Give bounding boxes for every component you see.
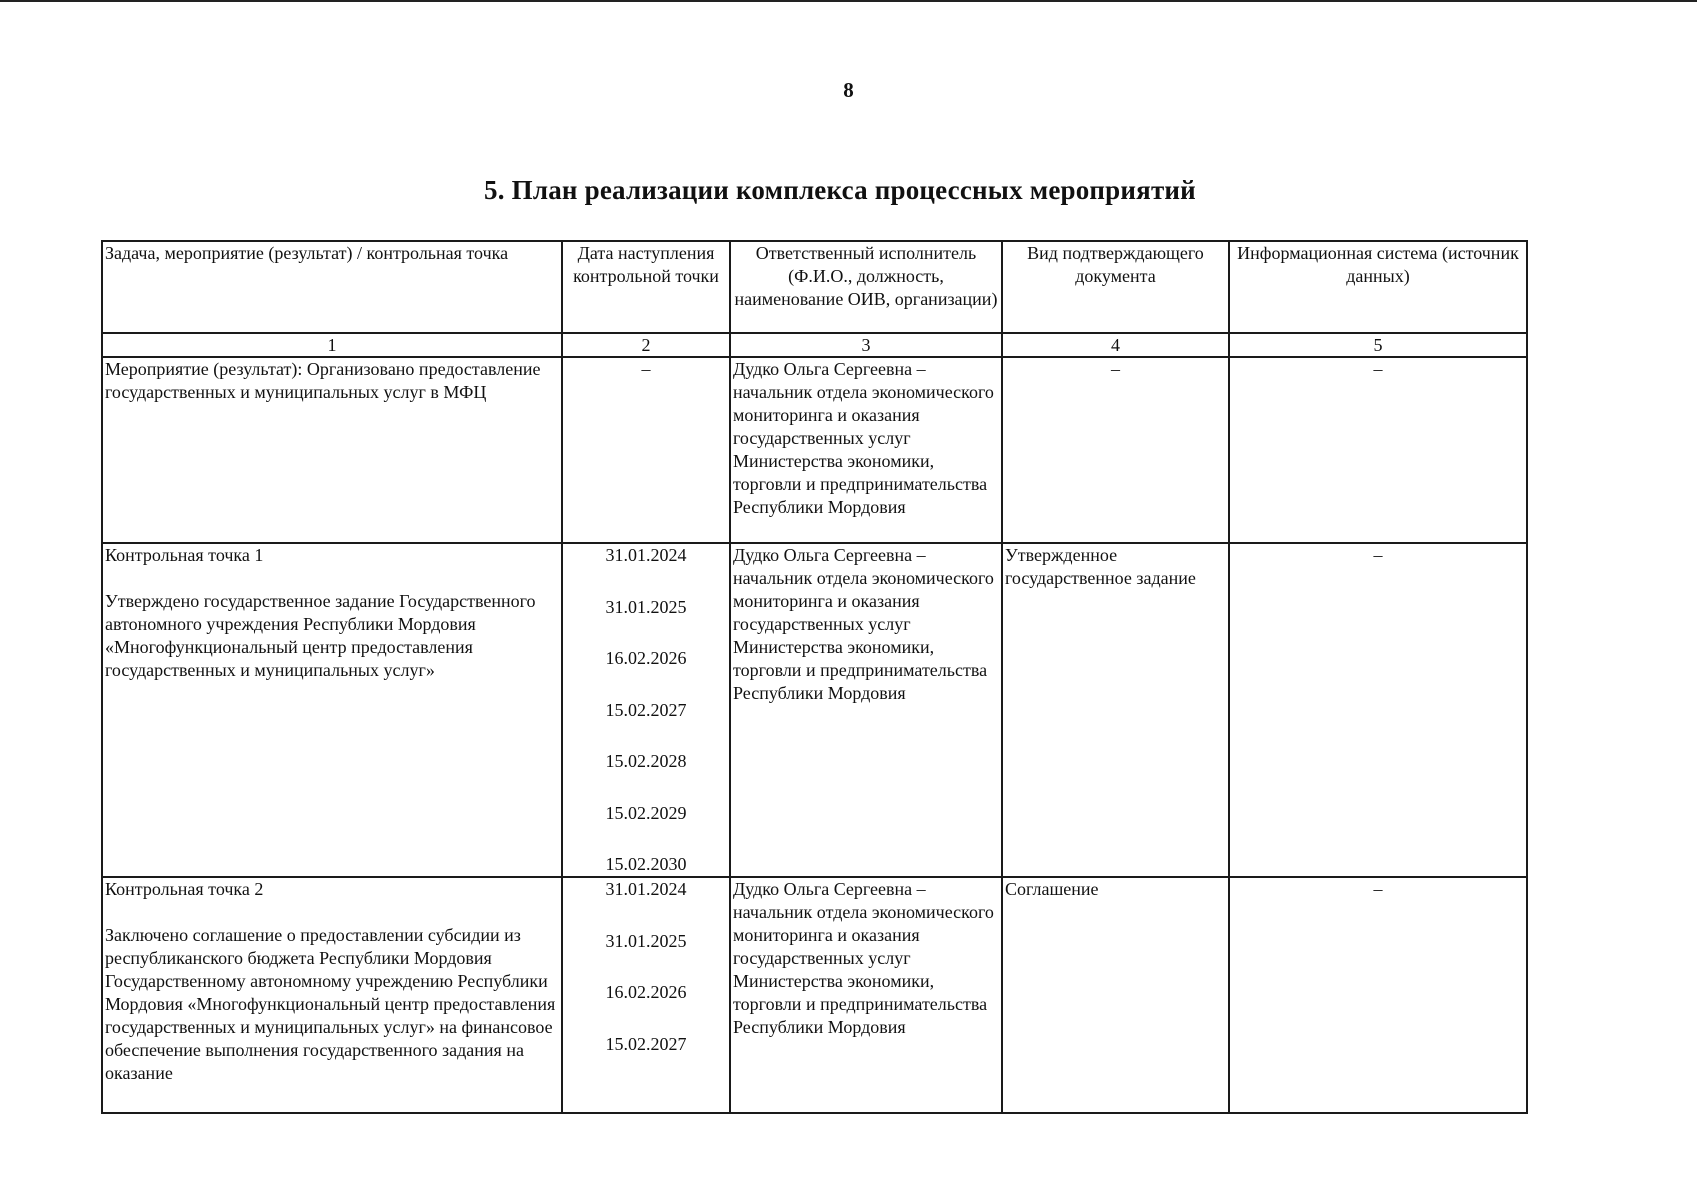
- task-cell: [102, 877, 562, 1113]
- document-title: 5. План реализации комплекса процессных мероприятий: [484, 175, 1196, 205]
- table-row: [102, 357, 1527, 543]
- date-cell: [562, 877, 730, 1113]
- task-title: Контрольная точка 2: [105, 879, 264, 899]
- header-responsible: Ответственный исполнитель (Ф.И.О., должность, наименование ОИВ, организации): [730, 241, 1002, 333]
- date-list: [565, 544, 727, 876]
- header-info-system: Информационная система (источник данных): [1229, 241, 1527, 333]
- task-text: Заключено соглашение о предоставлении субсидии из республиканского бюджета Республики Мордовия Государственному автономному учреждению Республики Мордовия «Многофункциональный центр предоставления государственных и муниципальных услуг» на финансовое обеспечение выполнения государственного задания на оказание: [105, 925, 556, 1083]
- control-date: 16.02.2026: [605, 982, 687, 1002]
- date-cell: –: [562, 357, 730, 543]
- implementation-plan-table: [101, 240, 1528, 1114]
- header-date: Дата наступления контрольной точки: [562, 241, 730, 333]
- task-cell: [102, 543, 562, 877]
- date-list: [565, 878, 727, 1056]
- header-document: Вид подтверждающего документа: [1002, 241, 1229, 333]
- column-number: 2: [562, 333, 730, 357]
- column-number: 5: [1229, 333, 1527, 357]
- control-date: 16.02.2026: [605, 648, 687, 668]
- top-border-line: [0, 0, 1697, 2]
- info-system-cell: –: [1229, 543, 1527, 877]
- column-number: 1: [102, 333, 562, 357]
- date-cell: [562, 543, 730, 877]
- control-date: 15.02.2029: [605, 802, 687, 823]
- control-date: 15.02.2027: [605, 1033, 687, 1054]
- info-system-cell: –: [1229, 357, 1527, 543]
- column-number: 3: [730, 333, 1002, 357]
- column-number: 4: [1002, 333, 1229, 357]
- task-text: Утверждено государственное задание Государственного автономного учреждения Республики Мордовия «Многофункциональный центр предоставления государственных и муниципальных услуг»: [105, 591, 536, 680]
- column-number-row: [102, 333, 1527, 357]
- task-spacer: [105, 567, 559, 590]
- control-date: 15.02.2028: [605, 751, 687, 771]
- page-number: 8: [843, 78, 854, 102]
- document-cell: –: [1002, 357, 1229, 543]
- header-task: Задача, мероприятие (результат) / контрольная точка: [102, 241, 562, 333]
- task-title: Контрольная точка 1: [105, 545, 264, 565]
- task-title: Мероприятие (результат): Организовано предоставление государственных и муниципальных услуг в МФЦ: [105, 359, 541, 402]
- responsible-cell: Дудко Ольга Сергеевна – начальник отдела экономического мониторинга и оказания государственных услуг Министерства экономики, торговли и предпринимательства Республики Мордовия: [730, 877, 1002, 1113]
- control-date: 31.01.2025: [605, 596, 687, 617]
- task-spacer: [105, 901, 559, 924]
- table-row: [102, 543, 1527, 877]
- control-date: 31.01.2024: [605, 545, 687, 565]
- table-header-row: [102, 241, 1527, 333]
- responsible-cell: Дудко Ольга Сергеевна – начальник отдела экономического мониторинга и оказания государственных услуг Министерства экономики, торговли и предпринимательства Республики Мордовия: [730, 543, 1002, 877]
- control-date: 31.01.2025: [605, 930, 687, 951]
- control-date: 15.02.2030: [605, 854, 687, 874]
- table-row: [102, 877, 1527, 1113]
- info-system-cell: –: [1229, 877, 1527, 1113]
- responsible-cell: Дудко Ольга Сергеевна – начальник отдела экономического мониторинга и оказания государственных услуг Министерства экономики, торговли и предпринимательства Республики Мордовия: [730, 357, 1002, 543]
- control-date: 15.02.2027: [605, 699, 687, 720]
- task-cell: [102, 357, 562, 543]
- document-cell: Соглашение: [1002, 877, 1229, 1113]
- control-date: 31.01.2024: [605, 879, 687, 899]
- document-cell: Утвержденное государственное задание: [1002, 543, 1229, 877]
